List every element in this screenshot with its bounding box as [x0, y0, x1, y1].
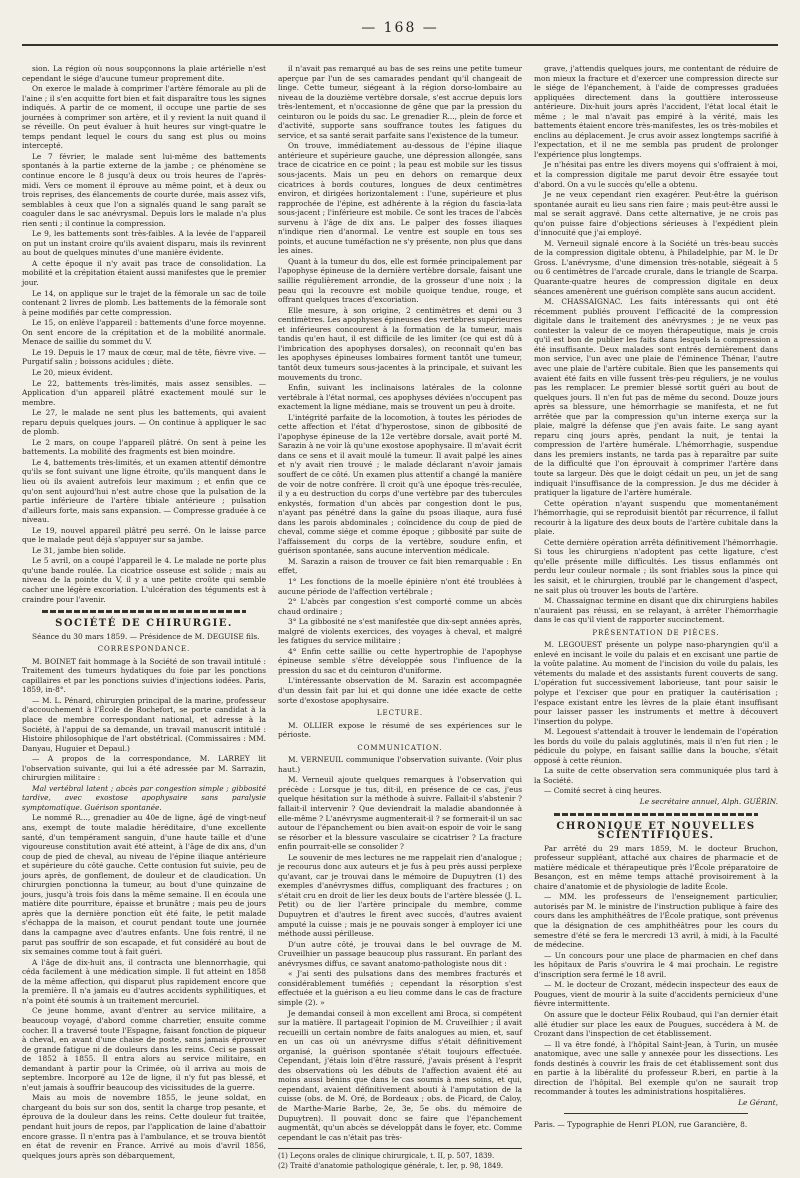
page-number: — 168 —	[361, 20, 439, 36]
paragraph: Mais au mois de novembre 1855, le jeune soldat, en chargeant du bois sur son dos, sentit la charge trop pesante, et éprouva de la douleur dans les reins. Cette douleur fut traitée, pendant huit jours de repos, par l'application de laine d'abattoir encore grasse. Il n'entra pas à l'ambulance, et se trouva bientôt en état de revenir en France. Arrivé au mois d'avril 1856, quelques jours après son débarquement,	[22, 1093, 266, 1160]
paragraph: Le 14, on applique sur le trajet de la fémorale un sac de toile contenant 2 livres de plomb. Les battements de la fémorale sont à peine modifiés par cette compression.	[22, 288, 266, 317]
footnotes	[278, 1148, 522, 1171]
paragraph: 2° L'abcès par congestion s'est comporté comme un abcès chaud ordinaire ;	[278, 597, 522, 616]
communication-heading: COMMUNICATION.	[357, 743, 443, 752]
paragraph: M. Chassaignac termine en disant que dix chirurgiens habiles n'auraient pas réussi, en se relayant, à arrêter l'hémorrhagie dans le cas qu'il vient de rapporter succinctement.	[534, 596, 778, 625]
paragraph: M. Verneuil ajoute quelques remarques à l'observation qui précède : Lorsque je tus, dit-il, en présence de ce cas, j'eus quelque hésitation sur la méthode à suivre. Fallait-il s'abstenir ? fallait-il intervenir ? Que deviendrait la maladie abandonnée à elle-même ? L'anévrysme augmenterait-il ? se formerait-il un sac autour de l'épanchement ou bien avait-on espoir de voir le sang se résorber et la blessure vasculaire se cicatriser ? La fracture enfin pourrait-elle se consolider ?	[278, 775, 522, 852]
paragraph: A l'âge de dix-huit ans, il contracta une blennorrhagie, qui céda facilement à une médication simple. Il fut atteint en 1858 de la même affection, qui disparut plus rapidement encore que la première. Il n'a jamais eu d'autres accidents syphilitiques, et n'a point été soumis à un traitement mercuriel.	[22, 957, 266, 1005]
text-columns	[22, 64, 778, 1170]
paragraph: — Comité secret à cinq heures.	[544, 786, 662, 796]
paragraph: 4° Enfin cette saillie ou cette hypertrophie de l'apophyse épineuse semble s'être développée sous l'influence de la pression du sac et du ceinturon d'uniforme.	[278, 646, 522, 675]
paragraph: La suite de cette observation sera communiquée plus tard à la Société.	[534, 766, 778, 785]
paragraph: Le 31, jambe bien solide.	[32, 545, 126, 555]
paragraph: Le 22, battements très-limités, mais assez sensibles. — Application d'un appareil plâtré exactement moulé sur le membre.	[22, 378, 266, 407]
paragraph: Le 7 février, le malade sent lui-même des battements spontanés à la partie externe de la jambe ; ce phénomène se continue encore le 8 jusqu'à deux ou trois heures de l'après-midi. Vers ce moment il éprouve au même point, et à deux ou trois reprises, des élancements de courte durée, mais assez vifs, semblables à ceux que l'on a signalés quand le sang paraît se coaguler dans le sac anévrysmal. Depuis lors le malade n'a plus rien senti ; il continue la compression.	[22, 151, 266, 228]
paragraph: Le 9, les battements sont très-faibles. A la levée de l'appareil on put un instant croire qu'ils avaient disparu, mais ils revinrent au bout de quelques minutes d'une manière évidente.	[22, 229, 266, 258]
presentation-heading: PRÉSENTATION DE PIÈCES.	[592, 628, 720, 637]
footnote: (2) Traité d'anatomie pathologique générale, t. Ier, p. 98, 1849.	[278, 1161, 504, 1170]
paragraph: Quant à la tumeur du dos, elle est formée principalement par l'apophyse épineuse de la dernière vertèbre dorsale, faisant une saillie régulièrement arrondie, de la grosseur d'une noix ; la peau qui la recouvre est mobile quoique tendue, rouge, et offrant quelques traces d'excoriation.	[278, 256, 522, 305]
paragraph: Cette opération n'ayant suspendu que momentanément l'hémorrhagie, qui se reproduisit bientôt par récurrence, il fallut recourir à la ligature des deux bouts de l'artère cubitale dans la plaie.	[534, 498, 778, 537]
correspondance-heading: CORRESPONDANCE.	[97, 645, 191, 654]
paragraph: Ce jeune homme, avant d'entrer au service militaire, a beaucoup voyagé, d'abord comme charretier, ensuite comme cocher. Il a traversé toute l'Espagne, faisant fonction de piqueur à cheval, en avant d'une chaise de poste, sans jamais éprouver de grande fatigue ni de douleurs dans les reins. Ceci se passait de 1852 à 1855. Il entra alors au service militaire, en demandant à partir pour la Crimée, où il arriva au mois de septembre. Incorporé au 12e de ligne, il n'y fut pas blessé, et n'eut jamais à souffrir beaucoup des vicissitudes de la guerre.	[22, 1006, 266, 1092]
paragraph: Le 19, nouvel appareil plâtré peu serré. On le laisse parce que le malade peut déjà s'appuyer sur sa jambe.	[22, 525, 266, 545]
paragraph: — MM. les professeurs de l'enseignement particulier, autorisés par M. le ministre de l'instruction publique à faire des cours dans les amphithéâtres de l'École pratique, sont prévenus que la désignation de ces amphithéâtres pour les cours du semestre d'été se fera le mercredi 13 avril, à midi, à la Faculté de médecine.	[534, 892, 778, 950]
paragraph: grave, j'attendis quelques jours, me contentant de réduire de mon mieux la fracture et d'exercer une compression directe sur le siége de l'épanchement, à l'aide de compresses graduées appliquées directement dans la gouttière interosseuse antérieure. Dix-huit jours après l'accident, l'état local était le même ; le mal n'avait pas empiré à la vérité, mais les battements étaient encore très-manifestes, les os très-mobiles et enclins au déplacement. Je crus avoir assez longtemps sacrifié à l'expectation, et il ne me sembla pas prudent de prolonger l'expérience plus longtemps.	[534, 64, 778, 159]
chronicle-title: CHRONIQUE ET NOUVELLES SCIENTIFIQUES.	[556, 820, 756, 842]
paragraph: — Il va être fondé, à l'hôpital Saint-Jean, à Turin, un musée anatomique, avec une salle y annexée pour les dissections. Les fonds destinés à couvrir les frais de cet établissement sont dus en partie à la libéralité du professeur R.beri, en partie à la direction de l'hôpital. Bel exemple qu'on ne saurait trop recommander à toutes les administrations hospitalières.	[534, 1039, 778, 1097]
paragraph: « J'ai senti des pulsations dans des membres fracturés et considérablement tuméfiés ; cependant la résorption s'est effectuée et la guérison a eu lieu comme dans le cas de fracture simple (2). »	[278, 969, 522, 1007]
gerant-label: Le Gérant,	[738, 1097, 778, 1107]
paragraph: Enfin, suivant les inclinaisons latérales de la colonne vertébrale à l'état normal, ces apophyses déviées n'occupent pas exactement la ligne médiane, mais se trouvent un peu à droite.	[278, 383, 522, 412]
paragraph: il n'avait pas remarqué au bas de ses reins une petite tumeur aperçue par l'un de ses camarades pendant qu'il changeait de linge. Cette tumeur, siégeant à la région dorso-lombaire au niveau de la douzième vertèbre dorsale, s'est accrue depuis lors très-lentement, et n'occasionne de gêne que par la pression du ceinturon ou le poids du sac. Le grenadier R..., plein de force et d'activité, supporte sans souffrance toutes les fatigues du service, et sa santé serait parfaite sans l'existence de la tumeur.	[278, 64, 522, 140]
paragraph: Le 20, mieux évident.	[32, 367, 113, 377]
paragraph: Elle mesure, à son origine, 2 centimètres et demi ou 3 centimètres. Les apophyses épineuses des vertèbres supérieures et inférieures concourent à la formation de la tumeur, mais tandis qu'en haut, il est difficile de les limiter (ce qui est dû à l'imbrication des apophyses dorsales), on reconnaît qu'en bas les apophyses épineuses lombaires forment tantôt une tumeur, tantôt deux tumeurs sous-jacentes à la principale, et suivant les mouvements du tronc.	[278, 305, 522, 382]
paragraph: L'intégrité parfaite de la locomotion, à toutes les périodes de cette affection et l'état d'hyperostose, sinon de gibbosité de l'apophyse épineuse de la 12e vertèbre dorsale, avait porté M. Sarazin à ne voir là qu'une exostose apophysaire. Il m'avait écrit dans ce sens et il avait moulé la tumeur. Il avait palpé les aines et n'y avait rien trouvé ; le malade déclarant n'avoir jamais souffert de ce côté. Un examen plus attentif a changé la manière de voir de notre confrère. Il croit qu'à une époque très-reculée, il y a eu destruction du corps d'une vertèbre par des tubercules enkystés, formation d'un abcès par congestion dont le pus, n'ayant pas pénétré dans la gaîne du psoas iliaque, aura fusé dans les parois abdominales ; coïncidence du coup de pied de cheval, comme siége et comme époque ; gibbosité par suite de l'affaissement du corps de la vertèbre, soudure enfin, et guérison spontanée, sans aucune intervention médicale.	[278, 412, 522, 556]
column-2	[278, 64, 522, 1170]
paragraph: D'un autre côté, je trouvai dans le bel ouvrage de M. Cruveilhier un passage beaucoup plus rassurant. En parlant des anévrysmes diffus, ce savant anatomo-pathologiste nous dit :	[278, 939, 522, 968]
paragraph: Le 5 avril, on a coupé l'appareil le 4. Le malade ne porte plus qu'une bande roulée. La cicatrice osseuse est solide ; mais au niveau de la pointe du V, il y a une petite croûte qui semble cacher une légère excoriation. L'ulcération des téguments est à craindre pour l'avenir.	[22, 556, 266, 604]
paragraph: — Un concours pour une place de pharmacien en chef dans les hôpitaux de Paris s'ouvrira le 4 mai prochain. Le registre d'inscription sera fermé le 18 avril.	[534, 950, 778, 979]
paragraph: M. CHASSAIGNAC. Les faits intéressants qui ont été récemment publiés prouvent l'efficacité de la compression digitale dans le traitement des anévrysmes ; je ne veux pas contester la valeur de ce moyen thérapeutique, mais je crois qu'il est bon de publier les faits dans lesquels la compression a été insuffisante. Deux malades sont entrés dernièrement dans mon service, l'un avec une plaie de l'éminence Thénar, l'autre avec une plaie de l'artère cubitale. Bien que les pansements qui avaient été faits en ville fussent très-peu réguliers, je ne voulus pas les remplacer. Le premier blessé sortit guéri au bout de quelques jours. Il n'en fut pas de même du second. Douze jours après sa blessure, une hémorrhagie se manifesta, et ne fut arrêtée que par la compression qu'un interne exerça sur la plaie, malgré la défense que j'en avais faite. Le sang ayant reparu cinq jours après, pendant la nuit, je tentai la compression de l'artère humérale. L'hémorrhagie, suspendue dans les premiers instants, ne tarda pas à reparaître par suite de la difficulté que l'on éprouvait à comprimer l'artère dans toute sa largeur. Dès que le doigt cédait un peu, un jet de sang indiquait l'insuffisance de la compression. Je dus me décider à pratiquer la ligature de l'artère humérale.	[534, 297, 778, 498]
paragraph: M. LEGOUEST présente un polype naso-pharyngien qu'il a enlevé en incisant le voile du palais et en excisant une partie de la voûte palatine. Au moment de l'incision du voile du palais, les vétements du malade et des assistants furent couverts de sang. L'opération fut successivement laborieuse, tant pour saisir le polype et l'exciser que pour en pratiquer la cautérisation ; l'espace existant entre les lèvres de la plaie étant insuffisant pour laisser passer les instruments et mettre à découvert l'insertion du polype.	[534, 640, 778, 726]
paragraph: M. Verneuil signalé encore à la Société un très-beau succès de la compression digitale obtenu, à Philadelphie, par M. le Dr Gross. L'anévrysme, d'une dimension très-notable, siégeait à 5 ou 6 centimètres de l'arcade crurale, dans le triangle de Scarpa. Quarante-quatre heures de compression digitale en deux séances amenèrent une guérison complète sans aucun accident.	[534, 238, 778, 296]
page-header	[22, 18, 778, 46]
paragraph: On exerce le malade à comprimer l'artère fémorale au pli de l'aine ; il s'en acquitte fort bien et fait disparaître tous les signes indiqués. A partir de ce moment, il occupe une partie de ses journées à comprimer son artère, et il y revient la nuit quand il se réveille. On peut évaluer à huit heures sur vingt-quatre le temps pendant lequel le cours du sang est plus ou moins intercepté.	[22, 84, 266, 151]
paragraph: M. BOINET fait hommage à la Société de son travail intitulé : Traitement des tumeurs hydatiques du foie par les ponctions capillaires et par les ponctions suivies d'injections iodées. Paris, 1859, in-8°.	[22, 656, 266, 695]
paragraph: A cette époque il n'y avait pas trace de consolidation. La mobilité et la crépitation étaient aussi manifestes que le premier jour.	[22, 258, 266, 288]
society-title: SOCIÉTÉ DE CHIRURGIE.	[55, 618, 233, 630]
printer-line: Paris. — Typographie de Henri PLON, rue Garancière, 8.	[534, 1120, 748, 1130]
paragraph: Le 15, on enlève l'appareil : battements d'une force moyenne. On sent encore de la crépitation et de la mobilité anormale. Menace de saillie du sommet du V.	[22, 318, 266, 347]
paragraph: 3° La gibbosité ne s'est manifestée que dix-sept années après, malgré de violents exercices, des voyages à cheval, et malgré les fatigues du service militaire ;	[278, 617, 522, 646]
session-line: Séance du 30 mars 1859. — Présidence de M. DEGUISE fils.	[32, 631, 260, 641]
paragraph: — M. le docteur de Crozant, médecin inspecteur des eaux de Pougues, vient de mourir à la suite d'accidents pernicieux d'une fièvre intermittente.	[534, 980, 778, 1009]
paragraph: L'intéressante observation de M. Sarazin est accompagnée d'un dessin fait par lui et qui donne une idée exacte de cette sorte d'exostose apophysaire.	[278, 676, 522, 705]
paragraph: M. VERNEUIL communique l'observation suivante. (Voir plus haut.)	[278, 755, 522, 774]
paragraph: Le 2 mars, on coupe l'appareil plâtré. On sent à peine les battements. La mobilité des fragments est bien moindre.	[22, 437, 266, 457]
section-divider	[554, 813, 758, 816]
observation-title: Mal vertébral latent ; abcès par congestion simple ; gibbosité tardive, avec exostose apophysaire sans paralysie symptomatique. Guérison spontanée.	[22, 783, 266, 812]
paragraph: Le 4, battements très-limités, et un examen attentif démontre qu'ils se font suivant une ligne étroite, qu'ils manquent dans le lieu où ils avaient autrefois leur maximum ; et enfin que ce qu'on sent aujourd'hui n'est autre chose que la pulsation de la partie inférieure de l'artère tibiale antérieure ; pulsation d'ailleurs forte, mais sans expansion. — Compresse graduée à ce niveau.	[22, 457, 266, 525]
paragraph: Par arrêté du 29 mars 1859, M. le docteur Bruchon, professeur suppléant, attaché aux chaires de pharmacie et de matière médicale et thérapeutique près l'École préparatoire de Besançon, est en même temps attaché provisoirement à la chaire d'anatomie et de physiologie de ladite École.	[534, 843, 778, 891]
paragraph: sion. La région où nous soupçonnons la plaie artérielle n'est cependant le siége d'aucune tumeur proprement dite.	[22, 64, 266, 83]
paragraph: M. Legouest s'attendait à trouver le lendemain de l'opération les bords du voile du palais agglutinés, mais il n'en fut rien ; le pédicule du polype, en faisant saillie dans la bouche, s'était opposé à cette réunion.	[534, 727, 778, 765]
paragraph: 1° Les fonctions de la moelle épinière n'ont été troublées à aucune période de l'affection vertébrale ;	[278, 576, 522, 596]
column-3	[534, 64, 778, 1162]
paragraph: Le 27, le malade ne sent plus les battements, qui avaient reparu depuis quelques jours. — On continue à appliquer le sac de plomb.	[22, 408, 266, 437]
paragraph: M. Sarazin a raison de trouver ce fait bien remarquable : En effet,	[278, 556, 522, 576]
secretary-signature: Le secrétaire annuel, Alph. GUÉRIN.	[639, 797, 778, 807]
paragraph: Je ne veux cependant rien exagérer. Peut-être la guérison spontanée aurait eu lieu sans rien faire ; mais peut-être aussi le mal se serait aggravé. Dans cette alternative, je ne crois pas qu'on puisse faire d'objections sérieuses à l'expédient plein d'innocuité que j'ai employé.	[534, 190, 778, 238]
column-1	[22, 64, 266, 1162]
paragraph: Cette dernière opération arrêta définitivement l'hémorrhagie. Si tous les chirurgiens n'adoptent pas cette ligature, c'est qu'elle présente mille difficultés. Les tissus enflammés ont perdu leur couleur normale ; ils sont friables sous la pince qui les saisit, et le chirurgien, troublé par le changement d'aspect, ne sait plus où trouver les bouts de l'artère.	[534, 537, 778, 595]
paragraph: On assure que le docteur Félix Roubaud, qui l'an dernier était allé étudier sur place les eaux de Pougues, succédera à M. de Crozant dans l'inspection de cet établissement.	[534, 1009, 778, 1039]
paragraph: Le nommé R..., grenadier au 40e de ligne, âgé de vingt-neuf ans, exempt de toute maladie héréditaire, d'une excellente santé, d'un tempérament sanguin, d'une haute taille et d'une vigoureuse constitution avait été atteint, à l'âge de dix ans, d'un coup de pied de cheval, au niveau de l'épine iliaque antérieure et supérieure du côté gauche. Cette contusion fut suivie, peu de jours après, de gonflement, de douleur et de claudication. Un chirurgien ponctionna la tumeur, au bout d'une quinzaine de jours, jusqu'à trois fois dans la même semaine. Il en écoula une matière dite pourriture, épaisse et brunâtre ; mais peu de jours après que la dernière ponction eût été faite, le petit malade s'échappa de la maison, et courut pendant toute une journée dans la campagne avec d'autres enfants. Une fois rentré, il ne parut pas souffrir de son escapade, et fut considéré au bout de six semaines comme tout à fait guéri.	[22, 813, 266, 957]
footnote: (1) Leçons orales de clinique chirurgicale, t. II, p. 507, 1839.	[278, 1152, 495, 1161]
lecture-heading: LECTURE.	[376, 709, 424, 718]
section-divider	[42, 610, 246, 613]
paragraph: — A propos de la correspondance, M. LARREY lit l'observation suivante, qui lui a été adressée par M. Sarrazin, chirurgien militaire :	[22, 754, 266, 783]
paragraph: M. OLLIER expose le résumé de ses expériences sur le périoste.	[278, 720, 522, 740]
paragraph: Le souvenir de mes lectures ne me rappelait rien d'analogue ; je recourus donc aux auteurs et je fus à peu près aussi perplexe qu'avant, car je trouvai dans le mémoire de Dupuytren (1) des exemples d'anévrysmes diffus, compliquant des fractures ; on s'était cru en droit de lier les deux bouts de l'artère blessée (J. L. Petit) ou de lier l'artère principale du membre, comme Dupuytren et d'autres le firent avec succès, d'autres avaient amputé la cuisse ; mais je ne pouvais songer à employer ici une méthode aussi périlleuse.	[278, 852, 522, 939]
footer-divider	[564, 1113, 748, 1114]
paragraph: Je demandai conseil à mon excellent ami Broca, si compétent sur la matière. Il partageait l'opinion de M. Cruveilhier ; il avait recueilli un certain nombre de faits analogues au mien, et, sauf en un cas où un anévrysme diffus s'était définitivement organisé, la guérison spontanée s'était toujours effectuée. Cependant, j'étais loin d'être rassuré, j'avais présent à l'esprit des observations où les débuts de l'affection avaient été au moins aussi bénins que dans le cas soumis à mes soins, et qui, cependant, avaient définitivement abouti à l'amputation de la cuisse (obs. de M. Oré, de Bordeaux ; obs. de Picard, de Caloy, de Marthe-Marie Barbe, 2e, 3e, 5e obs. du mémoire de Dupuytren). Il pouvait donc se faire que l'épanchement augmentât, qu'un abcès se développât dans le foyer, etc. Comme cependant le cas n'était pas très-	[278, 1008, 522, 1142]
paragraph: Je n'hésitai pas entre les divers moyens qui s'offraient à moi, et la compression digitale me parut devoir être essayée tout d'abord. On a vu le succès qu'elle a obtenu.	[534, 160, 778, 189]
paragraph: On trouve, immédiatement au-dessous de l'épine iliaque antérieure et supérieure gauche, une dépression allongée, sans trace de cicatrice en ce point ; la peau est mobile sur les tissus sous-jacents. Mais un peu en dehors on remarque deux cicatrices à bords coutures, longues de deux centimètres environ, et dirigées horizontalement : l'une, supérieure et plus rapprochée de l'épine, est adhérente à la région du fascia-lata sous-jacent ; l'inférieure est mobile. Ce sont les traces de l'abcès survenu à l'âge de dix ans. Le palper des fosses iliaques n'indique rien d'anormal. Le ventre est souple en tous ses points, et aucune tuméfaction ne s'y présente, non plus que dans les aines.	[278, 141, 522, 256]
paragraph: Le 19. Depuis le 17 maux de cœur, mal de tête, fièvre vive. — Purgatif salin ; boissons acidules ; diète.	[22, 347, 266, 367]
paragraph: — M. L. Pénard, chirurgien principal de la marine, professeur d'accouchement à l'École de Rochefort, se porte candidat à la place de membre correspondant national, et adresse à la Société, à l'appui de sa demande, un travail manuscrit intitulé : Histoire philosophique de l'art obstétrical. (Commissaires : MM. Danyau, Huguier et Depaul.)	[22, 695, 266, 753]
